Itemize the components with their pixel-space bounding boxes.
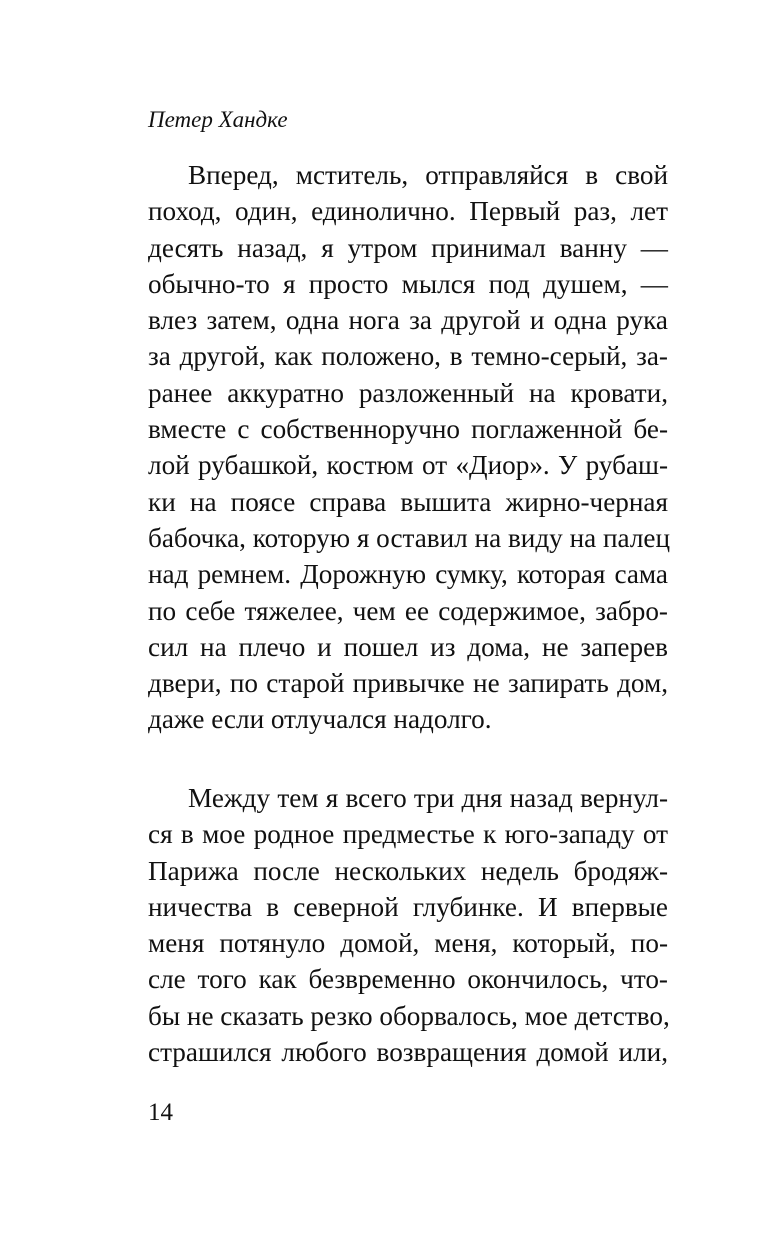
- text-line: бы не сказать резко оборвалось, мое детство,: [148, 1000, 670, 1031]
- text-line: Между тем я всего три дня назад вернул-: [188, 783, 668, 813]
- text-line: лой рубашкой, костюм от «Диор». У рубаш-: [148, 450, 668, 481]
- text-line: по себе тяжелее, чем ее содержимое, забро-: [148, 595, 668, 626]
- text-line: даже если отлучался надолго.: [148, 704, 492, 735]
- text-line: ся в мое родное предместье к юго-западу от: [148, 819, 668, 850]
- text-line: ранее аккуратно разложенный на кровати,: [148, 377, 668, 408]
- running-head-author: Петер Хандке: [148, 107, 288, 132]
- paragraph-1: [148, 157, 671, 738]
- text-line: поход, один, единолично. Первый раз, лет: [148, 196, 668, 227]
- text-line: влез затем, одна нога за другой и одна рука: [148, 305, 668, 336]
- page-number: 14: [148, 1099, 173, 1126]
- text-line: обычно-то я просто мылся под душем, —: [148, 268, 668, 299]
- text-line: ки на поясе справа вышита жирно-черная: [148, 486, 668, 517]
- text-line: Парижа после нескольких недель бродяж-: [148, 855, 668, 886]
- text-line: Вперед, мститель, отправляйся в свой: [188, 160, 668, 190]
- text-line: ничества в северной глубинке. И впервые: [148, 891, 668, 922]
- text-line: страшился любого возвращения домой или,: [148, 1037, 668, 1068]
- text-line: над ремнем. Дорожную сумку, которая сама: [148, 559, 668, 590]
- text-line: меня потянуло домой, меня, который, по-: [148, 928, 668, 959]
- text-line: двери, по старой привычке не запирать дом,: [148, 668, 668, 699]
- text-line: вместе с собственноручно поглаженной бе-: [148, 414, 668, 445]
- text-line: десять назад, я утром принимал ванну —: [148, 232, 668, 263]
- text-line: сле того как безвременно окончилось, что-: [148, 964, 668, 995]
- paragraph-2: [148, 780, 668, 1070]
- text-line: за другой, как положено, в темно-серый, за-: [148, 341, 668, 372]
- text-line: сил на плечо и пошел из дома, не заперев: [148, 631, 668, 662]
- text-line: бабочка, которую я оставил на виду на палец: [148, 522, 671, 553]
